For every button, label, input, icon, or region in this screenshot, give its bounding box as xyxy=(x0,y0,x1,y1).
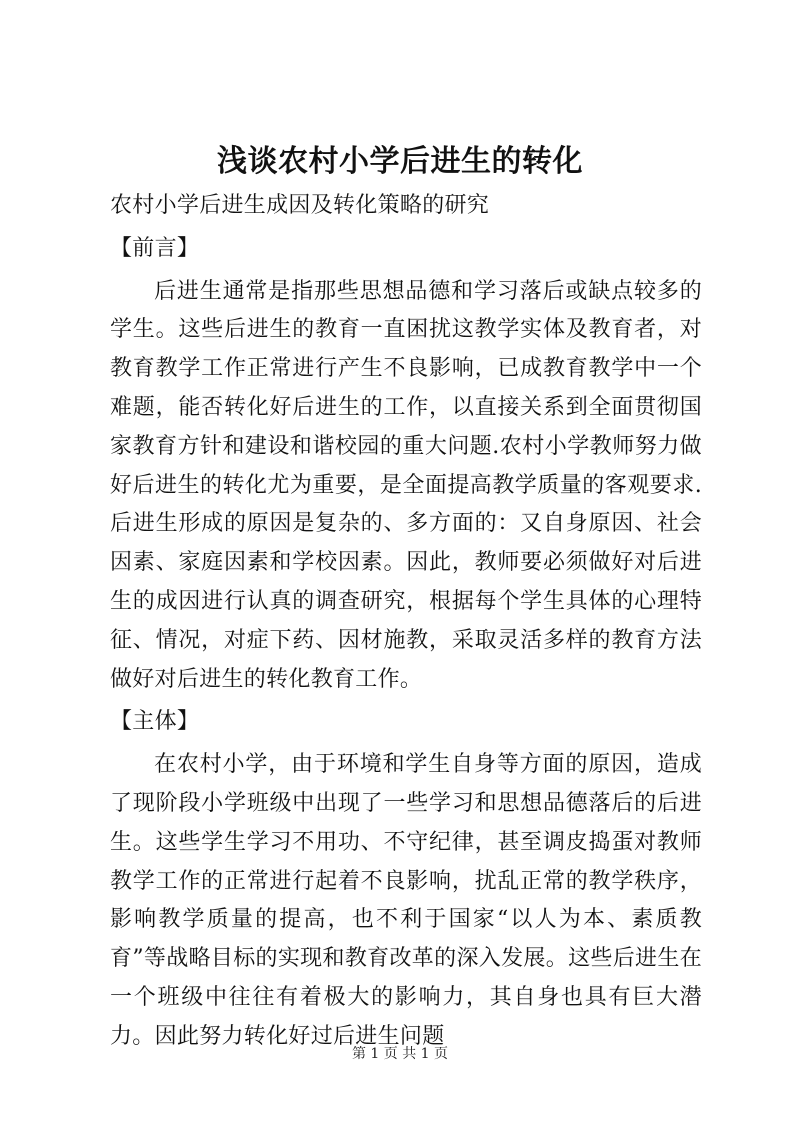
document-title: 浅谈农村小学后进生的转化 xyxy=(217,144,583,179)
section-heading-preface: 【前言】 xyxy=(110,235,200,261)
paragraph-preface: 后进生通常是指那些思想品德和学习落后或缺点较多的学生。这些后进生的教育一直困扰这教学实体及教育者，对教育教学工作正常进行产生不良影响，已成教育教学中一个难题，能否转化好后进生的工作，以直接关系到全面贯彻国家教育方针和建设和谐校园的重大问题.农村小学教师努力做好后进生的转化尤为重要，是全面提高教学质量的客观要求.后进生形成的原因是复杂的、多方面的：又自身原因、社会因素、家庭因素和学校因素。因此，教师要必须做好对后进生的成因进行认真的调查研究，根据每个学生具体的心理特征、情况，对症下药、因材施教，采取灵活多样的教育方法做好对后进生的转化教育工作。 xyxy=(110,278,702,692)
page-number-footer: 第 1 页 共 1 页 xyxy=(351,1046,449,1062)
section-heading-main: 【主体】 xyxy=(110,709,200,735)
subtitle: 农村小学后进生成因及转化策略的研究 xyxy=(110,193,490,218)
document-body xyxy=(110,187,702,1057)
paragraph-main: 在农村小学，由于环境和学生自身等方面的原因，造成了现阶段小学班级中出现了一些学习和思想品德落后的后进生。这些学生学习不用功、不守纪律，甚至调皮捣蛋对教师教学工作的正常进行起着不良影响，扰乱正常的教学秩序，影响教学质量的提高，也不利于国家“以人为本、素质教育”等战略目标的实现和教育改革的深入发展。这些后进生在一个班级中往往有着极大的影响力，其自身也具有巨大潜力。因此努力转化好过后进生问题 xyxy=(110,752,702,1049)
